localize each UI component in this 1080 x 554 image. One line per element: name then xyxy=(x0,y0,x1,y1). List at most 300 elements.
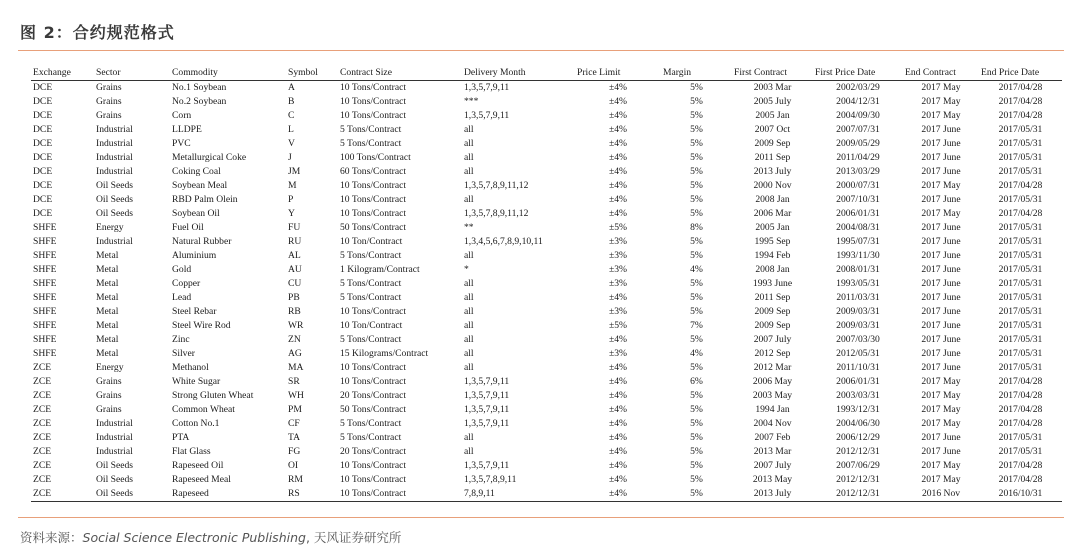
table-row xyxy=(31,95,1062,109)
table-cell: 2017/05/31 xyxy=(998,264,1043,275)
table-cell: 1994 Feb xyxy=(754,250,791,261)
table-cell: ±3% xyxy=(608,264,628,275)
table-cell: Rapeseed Oil xyxy=(172,460,224,471)
table-cell: ±5% xyxy=(608,222,628,233)
table-cell: Grains xyxy=(96,390,122,401)
table-cell: ±4% xyxy=(608,96,628,107)
table-cell: MA xyxy=(288,362,304,373)
table-cell: 1,3,5,7,9,11 xyxy=(464,460,510,471)
table-cell: 2017 June xyxy=(921,278,961,289)
table-cell: 2013/03/29 xyxy=(836,166,880,177)
table-cell: 2017 June xyxy=(921,432,961,443)
table-cell: 10 Tons/Contract xyxy=(340,306,407,317)
table-row xyxy=(31,137,1062,151)
table-cell: 2017/05/31 xyxy=(998,306,1043,317)
table-cell: 50 Tons/Contract xyxy=(340,404,407,415)
table-cell: 60 Tons/Contract xyxy=(340,166,407,177)
table-cell: 2017/05/31 xyxy=(998,138,1043,149)
table-cell: 5% xyxy=(690,306,703,317)
table-cell: 2008/01/31 xyxy=(836,264,880,275)
table-row xyxy=(31,207,1062,221)
table-cell: 2017/05/31 xyxy=(998,292,1043,303)
table-cell: 20 Tons/Contract xyxy=(340,390,407,401)
table-cell: 2012 Sep xyxy=(754,348,791,359)
table-row xyxy=(31,165,1062,179)
table-cell: 2017 June xyxy=(921,264,961,275)
table-cell: ±4% xyxy=(608,110,628,121)
table-cell: 2007 Feb xyxy=(754,432,791,443)
table-cell: 1,3,5,7,9,11 xyxy=(464,404,510,415)
table-cell: 5 Tons/Contract xyxy=(340,292,402,303)
table-cell: ±4% xyxy=(608,292,628,303)
table-cell: 10 Tons/Contract xyxy=(340,208,407,219)
source-prefix: 资料来源： xyxy=(20,530,83,545)
table-cell: Flat Glass xyxy=(172,446,211,457)
table-cell: 2007 July xyxy=(753,460,792,471)
table-cell: 7% xyxy=(690,320,703,331)
table-cell: Oil Seeds xyxy=(96,180,134,191)
table-cell: 5 Tons/Contract xyxy=(340,418,402,429)
table-cell: 2017/05/31 xyxy=(998,278,1043,289)
table-cell: WR xyxy=(288,320,304,331)
table-cell: 2007 July xyxy=(753,334,792,345)
table-cell: 5% xyxy=(690,418,703,429)
table-cell: Oil Seeds xyxy=(96,488,134,499)
table-cell: Metal xyxy=(96,320,119,331)
source-publisher: Social Science Electronic Publishing xyxy=(82,530,306,545)
table-cell: SHFE xyxy=(33,236,57,247)
col-header: Sector xyxy=(96,67,121,78)
table-cell: 2017 May xyxy=(921,208,961,219)
table-row xyxy=(31,151,1062,165)
table-cell: Grains xyxy=(96,376,122,387)
table-cell: ±4% xyxy=(608,124,628,135)
table-cell: 1993/05/31 xyxy=(836,278,880,289)
table-row xyxy=(31,235,1062,249)
table-cell: 2009/03/31 xyxy=(836,320,880,331)
table-cell: 2017/05/31 xyxy=(998,320,1043,331)
table-cell: 2013 Mar xyxy=(753,446,792,457)
table-cell: Grains xyxy=(96,82,122,93)
table-cell: Rapeseed xyxy=(172,488,209,499)
table-cell: Gold xyxy=(172,264,192,275)
table-cell: 10 Tons/Contract xyxy=(340,194,407,205)
table-cell: B xyxy=(288,96,295,107)
table-cell: P xyxy=(288,194,294,205)
table-cell: 2017/05/31 xyxy=(998,236,1043,247)
table-cell: Oil Seeds xyxy=(96,194,134,205)
table-cell: SHFE xyxy=(33,348,57,359)
table-cell: AL xyxy=(288,250,301,261)
table-cell: 1,3,5,7,9,11 xyxy=(464,110,510,121)
table-cell: Soybean Meal xyxy=(172,180,228,191)
table-cell: 2011/04/29 xyxy=(836,152,880,163)
table-cell: all xyxy=(464,348,474,359)
table-row xyxy=(31,375,1062,389)
table-cell: 2017/05/31 xyxy=(998,362,1043,373)
table-cell: 10 Tons/Contract xyxy=(340,460,407,471)
table-cell: 5% xyxy=(690,82,703,93)
table-cell: Grains xyxy=(96,96,122,107)
table-row xyxy=(31,473,1062,487)
table-row xyxy=(31,389,1062,403)
table-cell: 2011/03/31 xyxy=(836,292,880,303)
table-cell: 2017/05/31 xyxy=(998,334,1043,345)
table-cell: Cotton No.1 xyxy=(172,418,220,429)
table-row xyxy=(31,487,1062,502)
table-cell: 2017 June xyxy=(921,194,961,205)
table-row xyxy=(31,81,1062,96)
table-row xyxy=(31,277,1062,291)
table-cell: Metal xyxy=(96,306,119,317)
table-cell: DCE xyxy=(33,124,53,135)
table-cell: 2017 June xyxy=(921,152,961,163)
table-cell: 2017 June xyxy=(921,222,961,233)
table-cell: Strong Gluten Wheat xyxy=(172,390,254,401)
table-cell: Metal xyxy=(96,278,119,289)
table-cell: 2017 June xyxy=(921,236,961,247)
table-cell: 2002/03/29 xyxy=(836,82,880,93)
table-row xyxy=(31,109,1062,123)
table-cell: 6% xyxy=(690,376,703,387)
table-cell: ZCE xyxy=(33,376,52,387)
table-cell: Metal xyxy=(96,292,119,303)
table-cell: PTA xyxy=(172,432,190,443)
table-cell: Methanol xyxy=(172,362,209,373)
table-cell: RS xyxy=(288,488,300,499)
table-cell: Metal xyxy=(96,264,119,275)
table-cell: 2012/12/31 xyxy=(836,488,880,499)
table-cell: ±3% xyxy=(608,278,628,289)
table-cell: 2017/04/28 xyxy=(998,82,1043,93)
table-cell: SHFE xyxy=(33,222,57,233)
table-cell: 1,3,5,7,8,9,11,12 xyxy=(464,180,529,191)
table-cell: Industrial xyxy=(96,152,133,163)
table-cell: SHFE xyxy=(33,334,57,345)
table-cell: 5% xyxy=(690,474,703,485)
table-cell: ZCE xyxy=(33,474,52,485)
table-cell: Zinc xyxy=(172,334,190,345)
source-note xyxy=(20,528,401,546)
table-cell: 5% xyxy=(690,250,703,261)
table-cell: ZCE xyxy=(33,460,52,471)
table-cell: SR xyxy=(288,376,300,387)
table-cell: all xyxy=(464,194,474,205)
table-cell: 2004/09/30 xyxy=(836,110,880,121)
table-cell: ±3% xyxy=(608,236,628,247)
table-cell: 2017/04/28 xyxy=(998,208,1043,219)
table-cell: CU xyxy=(288,278,302,289)
table-cell: 2003 Mar xyxy=(753,82,792,93)
table-cell: Rapeseed Meal xyxy=(172,474,231,485)
table-cell: 5 Tons/Contract xyxy=(340,432,402,443)
table-cell: Corn xyxy=(172,110,192,121)
table-cell: 2005 Jan xyxy=(755,222,790,233)
table-cell: 2017 June xyxy=(921,166,961,177)
table-cell: 5% xyxy=(690,460,703,471)
col-header: End Contract xyxy=(905,67,956,78)
table-cell: all xyxy=(464,362,474,373)
table-cell: all xyxy=(464,306,474,317)
table-row xyxy=(31,445,1062,459)
table-cell: 5 Tons/Contract xyxy=(340,278,402,289)
table-row xyxy=(31,431,1062,445)
table-cell: White Sugar xyxy=(172,376,221,387)
col-header: Delivery Month xyxy=(464,67,526,78)
table-row xyxy=(31,347,1062,361)
table-cell: 2017/05/31 xyxy=(998,194,1043,205)
table-cell: 5% xyxy=(690,362,703,373)
table-cell: 5% xyxy=(690,110,703,121)
table-row xyxy=(31,417,1062,431)
col-header: Price Limit xyxy=(577,67,621,78)
table-cell: Copper xyxy=(172,278,201,289)
table-cell: 2017 May xyxy=(921,474,961,485)
table-cell: 2017/05/31 xyxy=(998,446,1043,457)
table-cell: ZCE xyxy=(33,488,52,499)
table-row xyxy=(31,123,1062,137)
table-cell: 5 Tons/Contract xyxy=(340,250,402,261)
table-cell: Industrial xyxy=(96,236,133,247)
table-cell: Lead xyxy=(172,292,192,303)
table-cell: Industrial xyxy=(96,138,133,149)
table-cell: ±3% xyxy=(608,306,628,317)
table-cell: DCE xyxy=(33,208,53,219)
table-cell: DCE xyxy=(33,194,53,205)
table-cell: ZN xyxy=(288,334,301,345)
table-cell: DCE xyxy=(33,152,53,163)
table-cell: 5% xyxy=(690,96,703,107)
table-cell: Energy xyxy=(96,362,124,373)
table-cell: 2013 July xyxy=(753,488,792,499)
table-cell: 10 Tons/Contract xyxy=(340,376,407,387)
table-cell: 2017 June xyxy=(921,292,961,303)
table-cell: 5% xyxy=(690,124,703,135)
table-cell: Oil Seeds xyxy=(96,474,134,485)
table-cell: 2017/04/28 xyxy=(998,460,1043,471)
table-cell: 100 Tons/Contract xyxy=(340,152,411,163)
table-cell: PVC xyxy=(172,138,191,149)
table-cell: DCE xyxy=(33,180,53,191)
table-cell: 1994 Jan xyxy=(755,404,790,415)
col-header: Exchange xyxy=(33,67,71,78)
table-cell: ±3% xyxy=(608,250,628,261)
table-row xyxy=(31,319,1062,333)
source-suffix: , 天风证券研究所 xyxy=(305,530,402,545)
table-cell: ±4% xyxy=(608,446,628,457)
table-cell: 2017/05/31 xyxy=(998,124,1043,135)
contract-spec-table xyxy=(31,65,1062,502)
table-cell: ±4% xyxy=(608,376,628,387)
table-cell: 2012/12/31 xyxy=(836,446,880,457)
table-cell: TA xyxy=(288,432,301,443)
table-cell: 2017/05/31 xyxy=(998,250,1043,261)
table-cell: all xyxy=(464,152,474,163)
table-cell: ±4% xyxy=(608,404,628,415)
table-cell: SHFE xyxy=(33,250,57,261)
table-cell: ±4% xyxy=(608,460,628,471)
table-cell: all xyxy=(464,446,474,457)
table-cell: ±3% xyxy=(608,348,628,359)
table-cell: SHFE xyxy=(33,306,57,317)
table-cell: ±4% xyxy=(608,474,628,485)
table-cell: Coking Coal xyxy=(172,166,221,177)
table-cell: 2017 May xyxy=(921,376,961,387)
table-cell: 5% xyxy=(690,292,703,303)
table-cell: 5% xyxy=(690,166,703,177)
table-cell: 2017 June xyxy=(921,138,961,149)
table-cell: all xyxy=(464,138,474,149)
table-cell: OI xyxy=(288,460,299,471)
table-cell: 2017/04/28 xyxy=(998,110,1043,121)
table-cell: all xyxy=(464,166,474,177)
table-cell: ±4% xyxy=(608,362,628,373)
table-cell: 2017 June xyxy=(921,334,961,345)
table-cell: 2008 Jan xyxy=(755,194,790,205)
table-cell: 2004 Nov xyxy=(753,418,792,429)
table-cell: DCE xyxy=(33,138,53,149)
table-cell: all xyxy=(464,334,474,345)
table-cell: 2008 Jan xyxy=(755,264,790,275)
table-cell: 10 Tons/Contract xyxy=(340,96,407,107)
table-cell: 2017/04/28 xyxy=(998,96,1043,107)
table-cell: ±4% xyxy=(608,138,628,149)
table-cell: ZCE xyxy=(33,446,52,457)
table-cell: 2011/10/31 xyxy=(836,362,880,373)
table-cell: Energy xyxy=(96,222,124,233)
table-cell: 2009/03/31 xyxy=(836,306,880,317)
table-cell: 2017 June xyxy=(921,320,961,331)
col-header: Symbol xyxy=(288,67,318,78)
table-cell: Metal xyxy=(96,250,119,261)
table-cell: 5% xyxy=(690,152,703,163)
table-cell: 2011 Sep xyxy=(754,152,791,163)
table-cell: No.2 Soybean xyxy=(172,96,227,107)
table-cell: 1,3,5,7,9,11 xyxy=(464,376,510,387)
table-cell: 10 Tons/Contract xyxy=(340,180,407,191)
table-cell: 10 Ton/Contract xyxy=(340,320,403,331)
table-cell: 1993/11/30 xyxy=(836,250,880,261)
table-cell: Steel Rebar xyxy=(172,306,217,317)
table-cell: RU xyxy=(288,236,302,247)
table-cell: 2017/05/31 xyxy=(998,152,1043,163)
table-cell: ZCE xyxy=(33,418,52,429)
table-cell: 2009/05/29 xyxy=(836,138,880,149)
table-cell: 10 Tons/Contract xyxy=(340,110,407,121)
table-cell: SHFE xyxy=(33,278,57,289)
table-cell: Industrial xyxy=(96,446,133,457)
table-cell: Silver xyxy=(172,348,195,359)
table-cell: 15 Kilograms/Contract xyxy=(340,348,429,359)
table-cell: all xyxy=(464,278,474,289)
table-cell: 2005 July xyxy=(753,96,792,107)
table-cell: Oil Seeds xyxy=(96,208,134,219)
table-cell: 2017 May xyxy=(921,390,961,401)
table-cell: 2017/04/28 xyxy=(998,474,1043,485)
table-row xyxy=(31,459,1062,473)
table-cell: all xyxy=(464,124,474,135)
table-cell: 2011 Sep xyxy=(754,292,791,303)
table-cell: Soybean Oil xyxy=(172,208,220,219)
table-cell: 10 Ton/Contract xyxy=(340,236,403,247)
table-cell: 2000 Nov xyxy=(753,180,792,191)
col-header: Contract Size xyxy=(340,67,392,78)
table-cell: ±4% xyxy=(608,432,628,443)
table-cell: ±4% xyxy=(608,152,628,163)
table-cell: 2017/05/31 xyxy=(998,166,1043,177)
table-cell: 7,8,9,11 xyxy=(464,488,495,499)
table-cell: 10 Tons/Contract xyxy=(340,362,407,373)
table-cell: RB xyxy=(288,306,301,317)
table-cell: 2016 Nov xyxy=(921,488,961,499)
table-cell: L xyxy=(288,124,294,135)
table-cell: Fuel Oil xyxy=(172,222,204,233)
table-row xyxy=(31,333,1062,347)
table-cell: 2003/03/31 xyxy=(836,390,880,401)
table-cell: CF xyxy=(288,418,300,429)
table-cell: 2005 Jan xyxy=(755,110,790,121)
table-cell: 2006/12/29 xyxy=(836,432,880,443)
table-cell: 8% xyxy=(690,222,703,233)
table-row xyxy=(31,291,1062,305)
table-cell: 5% xyxy=(690,334,703,345)
table-cell: 2007/10/31 xyxy=(836,194,880,205)
table-cell: ZCE xyxy=(33,390,52,401)
table-cell: 2006/01/31 xyxy=(836,208,880,219)
table-cell: 4% xyxy=(690,348,703,359)
table-cell: all xyxy=(464,320,474,331)
table-row xyxy=(31,193,1062,207)
table-cell: ±4% xyxy=(608,418,628,429)
table-cell: all xyxy=(464,292,474,303)
table-row xyxy=(31,305,1062,319)
table-cell: 2006 May xyxy=(752,376,793,387)
figure-title: 图 2：合约规范格式 xyxy=(20,23,175,42)
table-cell: 4% xyxy=(690,264,703,275)
table-cell: Common Wheat xyxy=(172,404,235,415)
table-cell: Industrial xyxy=(96,166,133,177)
table-cell: 1,3,5,7,9,11 xyxy=(464,82,510,93)
bottom-divider xyxy=(18,517,1064,518)
col-header: Commodity xyxy=(172,67,218,78)
table-cell: 5 Tons/Contract xyxy=(340,138,402,149)
table-cell: 2007/07/31 xyxy=(836,124,880,135)
table-cell: 2009 Sep xyxy=(754,138,791,149)
table-cell: Grains xyxy=(96,110,122,121)
table-cell: 2004/06/30 xyxy=(836,418,880,429)
table-cell: FU xyxy=(288,222,301,233)
top-divider xyxy=(18,50,1064,51)
table-cell: 2003 May xyxy=(752,390,793,401)
table-cell: A xyxy=(288,82,295,93)
table-cell: 2017 June xyxy=(921,250,961,261)
table-cell: Aluminium xyxy=(172,250,217,261)
table-cell: ±4% xyxy=(608,194,628,205)
table-cell: PM xyxy=(288,404,302,415)
table-cell: 5% xyxy=(690,404,703,415)
table-cell: 2017 June xyxy=(921,124,961,135)
table-cell: J xyxy=(288,152,292,163)
table-cell: Y xyxy=(288,208,295,219)
table-cell: 2017/05/31 xyxy=(998,348,1043,359)
table-cell: 5% xyxy=(690,180,703,191)
table-row xyxy=(31,403,1062,417)
table-cell: 1995/07/31 xyxy=(836,236,880,247)
table-cell: FG xyxy=(288,446,301,457)
table-cell: 5% xyxy=(690,446,703,457)
table-row xyxy=(31,263,1062,277)
table-cell: Steel Wire Rod xyxy=(172,320,231,331)
